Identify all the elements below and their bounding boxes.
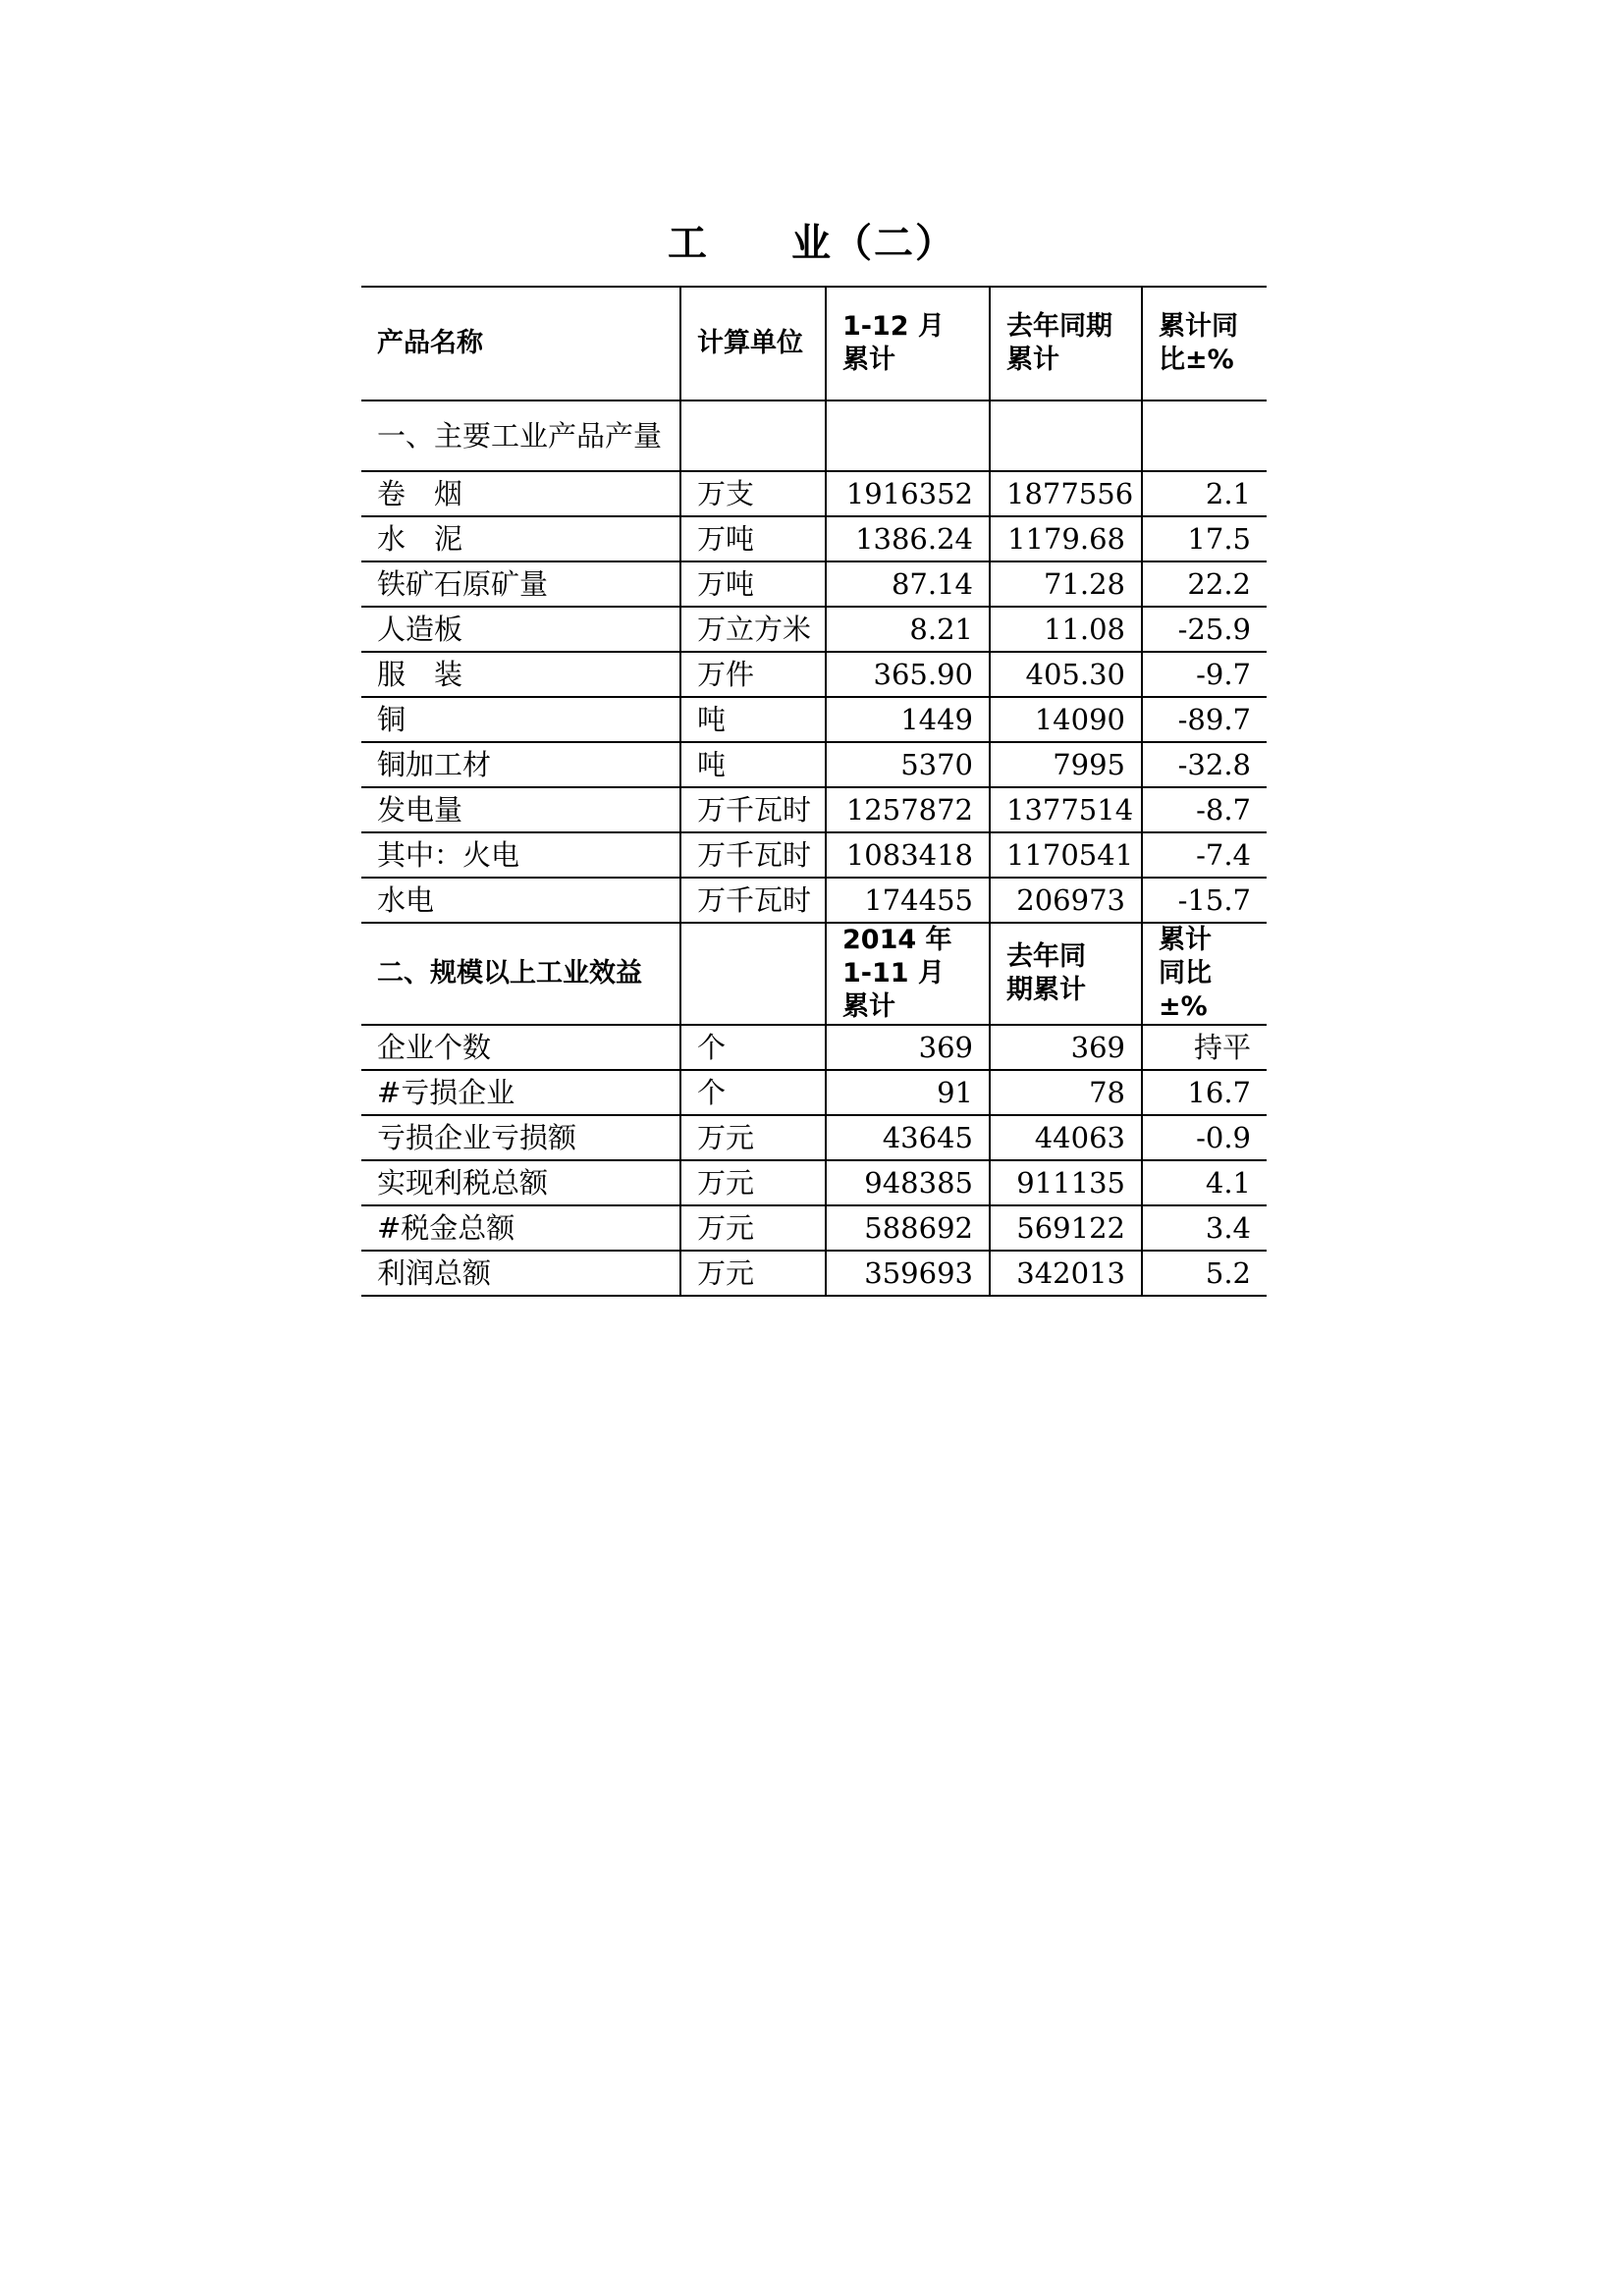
page-title: 工 业（二） (668, 221, 956, 266)
cell-unit: 吨 (680, 742, 826, 787)
cell-name: 其中：火电 (361, 832, 680, 878)
cell-current: 369 (826, 1025, 990, 1070)
table-row (361, 561, 1267, 607)
cell-name: 企业个数 (361, 1025, 680, 1070)
table-row (361, 697, 1267, 742)
cell-name: 利润总额 (361, 1251, 680, 1296)
col-header-name: 产品名称 (361, 287, 680, 400)
cell-current: 948385 (826, 1160, 990, 1205)
cell-unit: 万千瓦时 (680, 832, 826, 878)
cell-unit: 万元 (680, 1251, 826, 1296)
cell-current: 1916352 (826, 471, 990, 516)
cell-previous: 1377514 (990, 787, 1142, 832)
cell-unit: 个 (680, 1070, 826, 1115)
cell-change: 17.5 (1142, 516, 1267, 561)
cell-name: 铜加工材 (361, 742, 680, 787)
cell-change: -0.9 (1142, 1115, 1267, 1160)
cell-change: 3.4 (1142, 1205, 1267, 1251)
cell-previous: 569122 (990, 1205, 1142, 1251)
cell-change: -7.4 (1142, 832, 1267, 878)
table-row (361, 1115, 1267, 1160)
cell-current: 174455 (826, 878, 990, 923)
cell-current: 5370 (826, 742, 990, 787)
section1-title-row (361, 400, 1267, 471)
col-header-change: 累计同 比±% (1142, 287, 1267, 400)
section2-col-current: 2014 年 1-11 月 累计 (826, 923, 990, 1025)
cell-unit: 万吨 (680, 516, 826, 561)
header-row (361, 287, 1267, 400)
cell-previous: 71.28 (990, 561, 1142, 607)
cell-previous: 911135 (990, 1160, 1142, 1205)
cell-change: 4.1 (1142, 1160, 1267, 1205)
cell-unit: 万件 (680, 652, 826, 697)
cell-change: 16.7 (1142, 1070, 1267, 1115)
cell-previous: 78 (990, 1070, 1142, 1115)
cell-previous: 206973 (990, 878, 1142, 923)
cell-name: 铜 (361, 697, 680, 742)
cell-previous: 1179.68 (990, 516, 1142, 561)
cell-name: 发电量 (361, 787, 680, 832)
cell-change: 持平 (1142, 1025, 1267, 1070)
table-row (361, 652, 1267, 697)
table-row (361, 1205, 1267, 1251)
cell-current: 91 (826, 1070, 990, 1115)
cell-change: -89.7 (1142, 697, 1267, 742)
cell-previous: 369 (990, 1025, 1142, 1070)
cell-name: #税金总额 (361, 1205, 680, 1251)
table-row (361, 471, 1267, 516)
cell-unit: 万立方米 (680, 607, 826, 652)
cell-current: 359693 (826, 1251, 990, 1296)
section2-col-change: 累计 同比 ±% (1142, 923, 1267, 1025)
table-row (361, 1160, 1267, 1205)
cell-change: 22.2 (1142, 561, 1267, 607)
cell-current: 1449 (826, 697, 990, 742)
cell-name: 服 装 (361, 652, 680, 697)
cell-current: 43645 (826, 1115, 990, 1160)
section2-header-row (361, 923, 1267, 1025)
col-header-current: 1-12 月 累计 (826, 287, 990, 400)
cell-current: 87.14 (826, 561, 990, 607)
cell-current: 1386.24 (826, 516, 990, 561)
cell-unit: 万吨 (680, 561, 826, 607)
cell-name: 卷 烟 (361, 471, 680, 516)
table-row (361, 832, 1267, 878)
table-row (361, 1251, 1267, 1296)
cell-name: 实现利税总额 (361, 1160, 680, 1205)
cell-current: 1083418 (826, 832, 990, 878)
cell-previous: 7995 (990, 742, 1142, 787)
cell-unit: 万千瓦时 (680, 878, 826, 923)
section2-col-previous: 去年同 期累计 (990, 923, 1142, 1025)
col-header-unit: 计算单位 (680, 287, 826, 400)
cell-change: -25.9 (1142, 607, 1267, 652)
empty-cell (680, 923, 826, 1025)
table-row (361, 878, 1267, 923)
cell-change: 2.1 (1142, 471, 1267, 516)
cell-change: -9.7 (1142, 652, 1267, 697)
table-row (361, 787, 1267, 832)
cell-previous: 342013 (990, 1251, 1142, 1296)
table-row (361, 516, 1267, 561)
col-header-previous: 去年同期 累计 (990, 287, 1142, 400)
cell-current: 365.90 (826, 652, 990, 697)
empty-cell (680, 400, 826, 471)
cell-change: -8.7 (1142, 787, 1267, 832)
cell-change: -32.8 (1142, 742, 1267, 787)
cell-unit: 万千瓦时 (680, 787, 826, 832)
cell-previous: 44063 (990, 1115, 1142, 1160)
cell-current: 1257872 (826, 787, 990, 832)
cell-name: 水电 (361, 878, 680, 923)
cell-name: #亏损企业 (361, 1070, 680, 1115)
cell-previous: 1877556 (990, 471, 1142, 516)
cell-previous: 11.08 (990, 607, 1142, 652)
cell-unit: 万元 (680, 1115, 826, 1160)
cell-change: 5.2 (1142, 1251, 1267, 1296)
cell-change: -15.7 (1142, 878, 1267, 923)
cell-unit: 个 (680, 1025, 826, 1070)
table-row (361, 607, 1267, 652)
cell-current: 588692 (826, 1205, 990, 1251)
cell-name: 水 泥 (361, 516, 680, 561)
table-row (361, 742, 1267, 787)
cell-name: 人造板 (361, 607, 680, 652)
industry-table (361, 286, 1267, 1297)
cell-name: 铁矿石原矿量 (361, 561, 680, 607)
cell-previous: 1170541 (990, 832, 1142, 878)
cell-unit: 万元 (680, 1205, 826, 1251)
cell-previous: 14090 (990, 697, 1142, 742)
cell-previous: 405.30 (990, 652, 1142, 697)
cell-name: 亏损企业亏损额 (361, 1115, 680, 1160)
empty-cell (826, 400, 990, 471)
cell-unit: 吨 (680, 697, 826, 742)
cell-unit: 万支 (680, 471, 826, 516)
cell-unit: 万元 (680, 1160, 826, 1205)
empty-cell (990, 400, 1142, 471)
cell-current: 8.21 (826, 607, 990, 652)
section2-title: 二、规模以上工业效益 (361, 923, 680, 1025)
empty-cell (1142, 400, 1267, 471)
table-row (361, 1025, 1267, 1070)
table-row (361, 1070, 1267, 1115)
section1-title: 一、主要工业产品产量 (361, 400, 680, 471)
